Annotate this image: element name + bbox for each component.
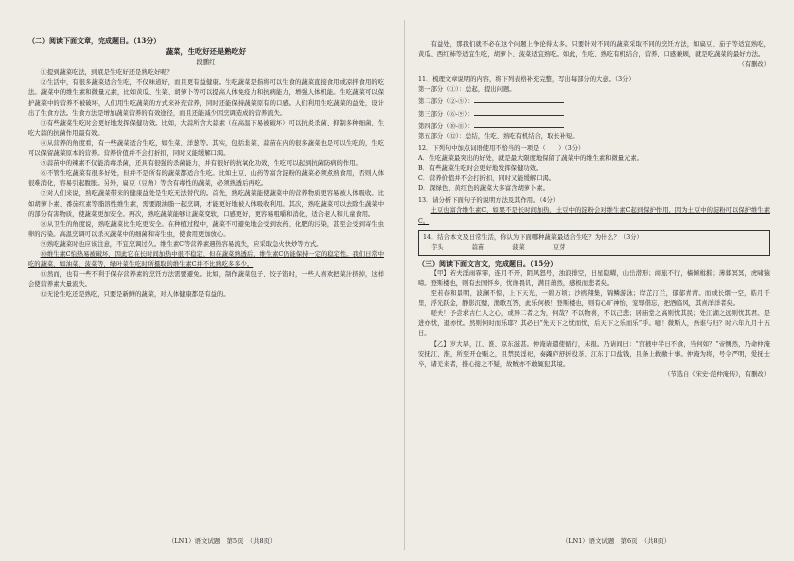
- source-note: （有删改）: [738, 61, 770, 69]
- vegetable-option: 豆芽: [552, 243, 566, 251]
- article-title: 蔬菜，生吃好还是熟吃好: [165, 47, 247, 57]
- q11-row: 第四部分（⑩-⑪）：: [418, 120, 770, 132]
- classical-text-yi: 【乙】岁大旱，江、淮、京东滋甚。仲淹请遣使循行，未报。乃请间曰：“宫掖中半日不食，当何如？”帝恻然，乃命仲淹安抚江、淮，所至开仓赈之，且禁民淫祀，奏蠲庐舒折役茶、江东丁口盐钱，且条上救敝十事。仲淹为将，号令严明，爱抚士卒，诸羌来者，推心接之不疑，故贼亦不敢辄犯其境。: [418, 340, 770, 368]
- article-author: 段鹏红: [196, 59, 216, 67]
- classical-text-jia: 【甲】若夫淫雨霏霏，连月不开，阴风怒号，浊浪排空，日星隐曜，山岳潜形；商旅不行，樯倾楫摧；薄暮冥冥，虎啸猿啼。登斯楼也，则有去国怀乡，忧谗畏讥，满目萧然，感极而悲者矣。: [418, 269, 770, 287]
- paragraph-continued: 有益处，那我们就不必在这个问题上争论得太多。只要针对不同的蔬菜采取不同的烹饪方法，如扁豆、茄子等适宜熟吃，黄瓜、西红柿等适宜生吃，胡萝卜、菠菜适宜熟吃。如此，生吃、熟吃有机结合，营养、口感兼顾，就是吃蔬菜的最好方法。: [418, 41, 770, 59]
- answer-blank[interactable]: [474, 120, 564, 128]
- section-heading: （二）阅读下面文章，完成题目。（13分）: [28, 36, 161, 45]
- paragraph: ⑨熟吃蔬菜时也应该注意，不宜烹调过久。维生素C等营养素遇热容易流失，应采取急火快炒等方式。: [40, 240, 323, 248]
- right-column: [418, 40, 770, 380]
- source-note: （节选自《宋史·范仲淹传》，有删改）: [664, 370, 770, 378]
- paragraph: ①提到蔬菜吃法，到底是生吃好还是熟吃好呢？: [40, 69, 173, 77]
- q11-row: 第一部分（①）：总起，提出问题。: [418, 86, 516, 94]
- section-heading: （三）阅读下面文言文，完成题目。（15分）: [418, 258, 558, 268]
- question-11: 11．梳理文章说明的内容，将下列表格补充完整，写出每部分的大意。（3分）: [418, 76, 635, 84]
- paragraph: ⑦对人们来说，熟吃蔬菜带来的健康益处是生吃无法替代的。首先，熟吃蔬菜能使蔬菜中的营养物质更容易被人体吸收。比如胡萝卜素、番茄红素等脂溶性维生素，需要跟油脂一起烹调，才能更好地被人体吸收利用。其次，熟吃蔬菜可以去除生蔬菜中的部分有害物质，使蔬菜更加安全。再次，熟吃蔬菜能够让蔬菜变软，口感更好，更容易咀嚼和消化，适合老人和儿童食用。: [28, 190, 384, 218]
- question-14-box: [418, 230, 770, 256]
- column-divider: [404, 20, 405, 550]
- paragraph: ⑧从卫生的角度说，熟吃蔬菜比生吃更安全。在种植过程中，蔬菜不可避免地会受到农药、化肥的污染，甚至会受到寄生虫卵的污染。高温烹调可以杀灭蔬菜中的细菌和寄生虫，使食用更加放心。: [28, 220, 384, 238]
- paragraph: ⑥不管生吃蔬菜有很多好处，但并不是所有的蔬菜都适合生吃。比如土豆、山药等富含淀粉的蔬菜必须煮熟食用，否则人体很难消化，容易引起腹胀。另外，扁豆（豆角）等含有毒性的蔬菜，必须熟透后再吃。: [28, 170, 384, 188]
- question-13: 13．请分析下面句子的说明方法及其作用。（4分）: [418, 197, 560, 205]
- vegetable-option: 菠菜: [512, 243, 525, 251]
- answer-blank[interactable]: [474, 95, 564, 103]
- paragraph-underlined: ⑩维生素C怕热易被破坏，因此它在长时间加热中很不稳定，但在蔬菜熟透后，维生素C仍能保持一定的稳定性。我们日常中吃的蔬菜，如油菜、菠菜等，绿叶菜生吃时所摄取的维生素C并不比熟吃多多少。: [28, 250, 384, 269]
- q11-row: 第五部分（⑫）：总结，生吃、熟吃有机结合，取长补短。: [418, 132, 579, 140]
- q12-option: A．生吃蔬菜最突出的好处，就是最大限度地保留了蔬菜中的维生素和微量元素。: [418, 154, 643, 162]
- question-12: 12．下列句中加点词语使用不恰当的一项是（ ）（3分）: [418, 144, 585, 152]
- left-column: [28, 36, 384, 300]
- q12-option: D．深绿色、黄红色的蔬菜大多富含胡萝卜素。: [418, 185, 549, 193]
- vegetable-option: 蒜苗: [471, 243, 485, 251]
- q11-row: 第二部分（②-⑤）：: [418, 95, 770, 107]
- paragraph: ②生活中，有很多蔬菜适合生吃，不仅味道好，而且更有益健康。生吃蔬菜是指将可以生食的蔬菜直接食用或凉拌食用的吃法。蔬菜中的维生素和微量元素，比如黄瓜、生菜、胡萝卜等可以提高人体免疫力和抗病能力，增强人体机能。生吃蔬菜可以保护蔬菜中的营养不被破坏，人们用生吃蔬菜的方式来补充营养，同时还能保持蔬菜原有的口感。人们利用生吃蔬菜的益处，设计出了生食方法。生食方法是增加蔬菜营养的有效途径，而且还能减少因烹调造成的营养流失。: [28, 79, 384, 117]
- classical-text-jia: 嗟夫！予尝求古仁人之心，或异二者之为，何哉？不以物喜，不以己悲；居庙堂之高则忧其民；处江湖之远则忧其君。是进亦忧，退亦忧。然则何时而乐耶？其必曰“先天下之忧而忧，后天下之乐而乐”乎。噫！微斯人，吾谁与归？时六年九月十五日。: [418, 310, 770, 338]
- vegetable-options: [423, 243, 765, 253]
- classical-text-jia: 至若春和景明，波澜不惊，上下天光，一碧万顷；沙鸥翔集，锦鳞游泳；岸芷汀兰，郁郁青青。而或长烟一空，皓月千里，浮光跃金，静影沉璧，渔歌互答，此乐何极！登斯楼也，则有心旷神怡，宠辱偕忘，把酒临风，其喜洋洋者矣。: [418, 290, 770, 308]
- paragraph: ⑪然而，也有一些不利于保存营养素的烹饪方法需要避免。比如，制作蔬菜包子、饺子馅时，一些人喜欢把菜汁挤掉，这样会使营养素大量流失。: [28, 271, 384, 289]
- page-footer: （LN1）语文试题 第6页 （共8页）: [562, 537, 671, 545]
- paragraph: ④从营养的角度看，有一些蔬菜适合生吃，如生菜、洋葱等。其实，包括韭菜、蒜苗在内的很多蔬菜也是可以生吃的，生吃可以保留蔬菜原本的营养。营养价值并不会打折扣，同时又能缓解口渴。: [28, 139, 384, 158]
- question-14: 14．结合本文及日常生活，你认为下面哪种蔬菜最适合生吃？为什么？（3分）: [423, 233, 643, 241]
- paragraph: ③有些蔬菜生吃时会更好地发挥保健功效。比如，大蒜所含大蒜素（在高温下易被破坏）可以抗炎杀菌、抑制多种细菌、生吃大蒜的抗菌作用最有效。: [28, 119, 384, 137]
- page-footer: （LN1）语文试题 第5页 （共8页）: [168, 537, 277, 545]
- vegetable-option: 芋头: [431, 243, 444, 251]
- q12-option: B．有些蔬菜生吃时会更好地发挥保健功效。: [418, 165, 543, 173]
- q11-row: 第三部分（⑥-⑨）：: [418, 108, 770, 120]
- q13-sentence: 土豆也富含维生素C，如果不是长时间加热，土豆中的淀粉会对维生素C起到保护作用，因为土豆中的淀粉可以保护维生素C。: [418, 207, 770, 225]
- answer-blank[interactable]: [474, 108, 564, 116]
- paragraph: ⑤蒜苗中的辣素不仅能消毒杀菌，还具有很强的杀菌能力，并有很好的抗氧化功效，生吃可以起到抗菌防病的作用。: [40, 160, 362, 168]
- paragraph: ⑫无论生吃还是熟吃，只要是新鲜的蔬菜，对人体健康都是有益的。: [40, 291, 230, 299]
- q12-option: C．营养价值并不会打折扣，同时又能缓解口渴。: [418, 175, 556, 183]
